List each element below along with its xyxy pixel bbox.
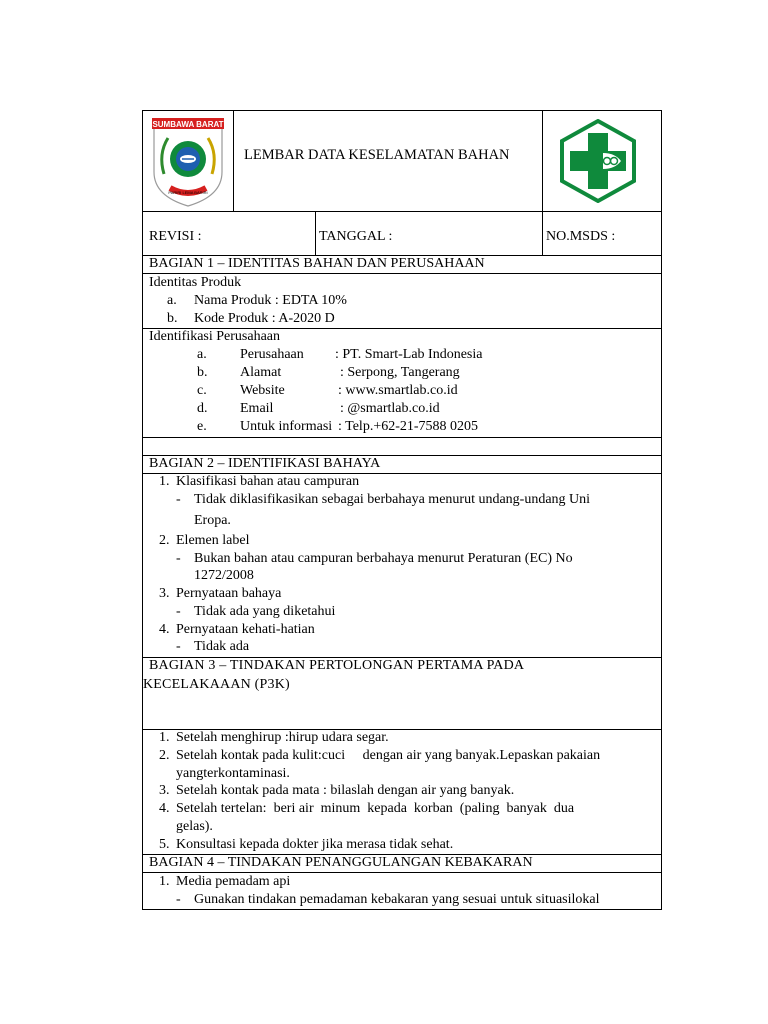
website-label: Website (240, 383, 285, 398)
revisi-label: REVISI : (149, 229, 202, 244)
klasifikasi-text: Tidak diklasifikasikan sebagai berbahaya menurut undang-undang Uni (194, 492, 591, 507)
tanggal-label: TANGGAL : (319, 229, 393, 244)
elemen-label-title: Elemen label (176, 533, 250, 548)
media-pemadam-text: Gunakan tindakan pemadaman kebakaran yang sesuai untuk situasilokal (194, 892, 600, 907)
bagian3-heading-line1: BAGIAN 3 – TINDAKAN PERTOLONGAN PERTAMA PADA (149, 658, 525, 673)
bagian4-heading: BAGIAN 4 – TINDAKAN PENANGGULANGAN KEBAKARAN (149, 855, 533, 870)
produk-marker: a. (167, 293, 177, 308)
alamat-value: : Serpong, Tangerang (340, 365, 460, 380)
list-number: 1. (159, 474, 170, 489)
perusahaan-marker: c. (197, 383, 207, 398)
klasifikasi-title: Klasifikasi bahan atau campuran (176, 474, 360, 489)
elemen-label-text: Bukan bahan atau campuran berbahaya menurut Peraturan (EC) No (194, 551, 573, 566)
perusahaan-value: : PT. Smart-Lab Indonesia (335, 347, 483, 362)
p3k-menghirup: Setelah menghirup :hirup udara segar. (176, 730, 389, 745)
alamat-label: Alamat (240, 365, 282, 380)
email-label: Email (240, 401, 274, 416)
bagian3-heading-line2: KECELAKAAAN (P3K) (143, 677, 290, 692)
klasifikasi-text-cont: Eropa. (194, 513, 231, 528)
no-msds-label: NO.MSDS : (546, 229, 616, 244)
list-number: 5. (159, 837, 170, 852)
p3k-tertelan-cont: gelas). (176, 819, 213, 834)
p3k-mata: Setelah kontak pada mata : bilaslah dengan air yang banyak. (176, 783, 515, 798)
bagian2-heading: BAGIAN 2 – IDENTIFIKASI BAHAYA (149, 456, 381, 471)
logo-motto-text: PARIRI LEMA BARIRI (168, 190, 208, 195)
list-number: 4. (159, 622, 170, 637)
dash-marker: - (176, 639, 181, 654)
perusahaan-marker: a. (197, 347, 207, 362)
email-value: : @smartlab.co.id (340, 401, 440, 416)
pernyataan-bahaya-text: Tidak ada yang diketahui (194, 604, 336, 619)
spacer-row (142, 437, 662, 456)
sumbawa-barat-logo (148, 114, 228, 208)
dash-marker: - (176, 492, 181, 507)
pernyataan-kehati-hatian-text: Tidak ada (194, 639, 250, 654)
perusahaan-marker: d. (197, 401, 208, 416)
website-value: : www.smartlab.co.id (338, 383, 458, 398)
list-number: 3. (159, 586, 170, 601)
list-number: 4. (159, 801, 170, 816)
list-number: 2. (159, 533, 170, 548)
p3k-tertelan: Setelah tertelan: beri air minum kepada korban (paling banyak dua (176, 801, 575, 816)
p3k-konsultasi: Konsultasi kepada dokter jika merasa tidak sehat. (176, 837, 454, 852)
health-cross-emblem-icon (559, 119, 637, 203)
perusahaan-marker: b. (197, 365, 208, 380)
p3k-kulit: Setelah kontak pada kulit:cuci dengan air yang banyak.Lepaskan pakaian (176, 748, 601, 763)
produk-kode: Kode Produk : A-2020 D (194, 311, 335, 326)
list-number: 1. (159, 874, 170, 889)
p3k-kulit-cont: yangterkontaminasi. (176, 766, 290, 781)
list-number: 1. (159, 730, 170, 745)
dash-marker: - (176, 892, 181, 907)
produk-nama: Nama Produk : EDTA 10% (194, 293, 347, 308)
bagian1-heading: BAGIAN 1 – IDENTITAS BAHAN DAN PERUSAHAAN (149, 256, 485, 271)
perusahaan-label: Perusahaan (240, 347, 304, 362)
pernyataan-bahaya-title: Pernyataan bahaya (176, 586, 282, 601)
info-label: Untuk informasi (240, 419, 333, 434)
list-number: 3. (159, 783, 170, 798)
document-title: LEMBAR DATA KESELAMATAN BAHAN (244, 147, 510, 163)
pernyataan-kehati-hatian-title: Pernyataan kehati-hatian (176, 622, 315, 637)
dash-marker: - (176, 604, 181, 619)
elemen-label-text-cont: 1272/2008 (194, 568, 254, 583)
produk-marker: b. (167, 311, 178, 326)
logo-banner-text: SUMBAWA BARAT (152, 120, 224, 129)
dash-marker: - (176, 551, 181, 566)
identifikasi-perusahaan-title: Identifikasi Perusahaan (149, 329, 281, 344)
perusahaan-marker: e. (197, 419, 207, 434)
list-number: 2. (159, 748, 170, 763)
media-pemadam-title: Media pemadam api (176, 874, 291, 889)
info-value: : Telp.+62-21-7588 0205 (338, 419, 479, 434)
identitas-produk-title: Identitas Produk (149, 275, 242, 290)
